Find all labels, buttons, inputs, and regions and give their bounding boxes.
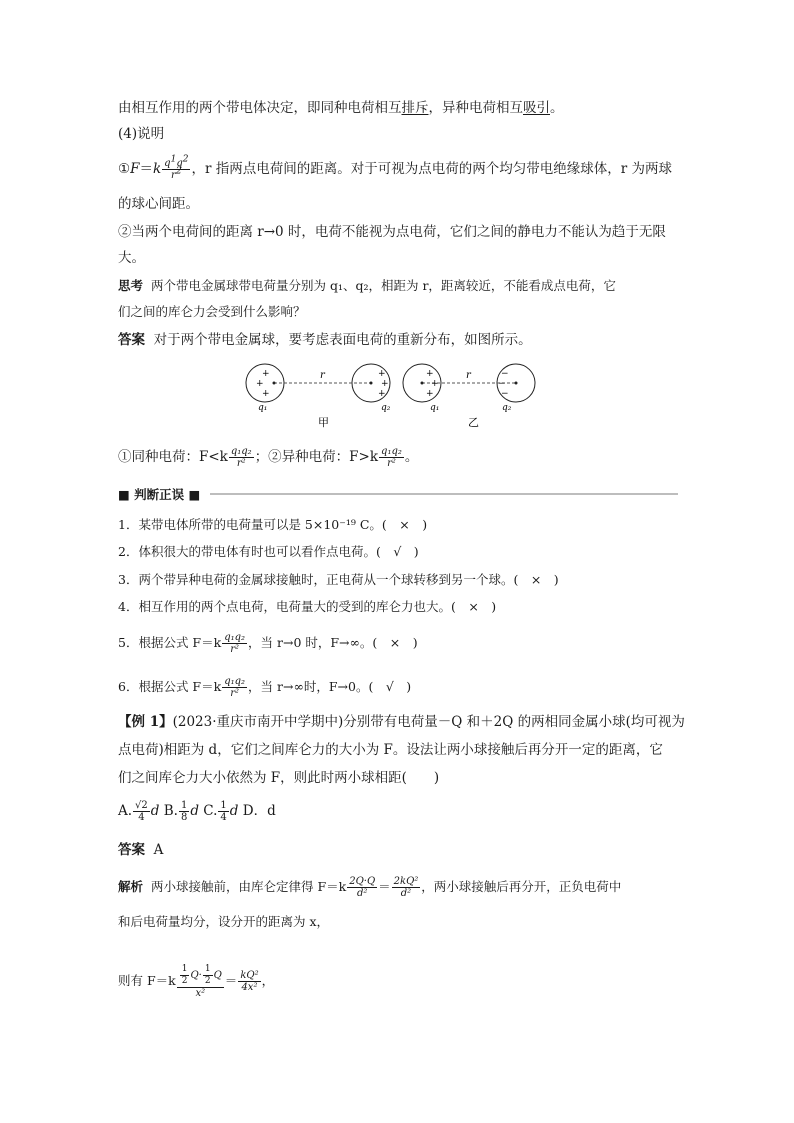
numerator: q₁q₂: [381, 446, 402, 457]
minus-sign: −: [501, 369, 509, 379]
option-d-label: D．d: [242, 803, 276, 819]
judge-item-6: [118, 676, 411, 699]
fraction: [229, 446, 254, 469]
analysis-line2: 和后电荷量均分，设分开的距离为 x，: [118, 914, 330, 929]
text: 两个带电金属球带电荷量分别为 q₁、q₂，相距为 r，距离较近，不能看成点电荷，它: [150, 278, 616, 293]
n: 1: [204, 964, 211, 974]
think-question-line2: 们之间的库仑力会受到什么影响？: [118, 304, 306, 319]
answer-label: 答案: [118, 332, 145, 348]
label-q1-left: q₁: [258, 403, 268, 413]
text: 对于两个带电金属球，要考虑表面电荷的重新分布，如图所示。: [153, 332, 532, 348]
r: r: [171, 170, 176, 181]
judge-item-5: [118, 632, 418, 655]
example-line2: 点电荷)相距为 d，它们之间库仑力的大小为 F。设法让两小球接触后再分开一定的距离，它: [118, 742, 663, 758]
comparison-line: [118, 446, 418, 469]
fraction: [222, 632, 247, 655]
item-text: ，当 r→∞时，F→0。( √ ): [248, 679, 412, 694]
caption-jia: 甲: [318, 416, 329, 429]
underlined-term-repel: 排斥: [401, 100, 429, 116]
denominator: 4: [220, 812, 227, 823]
denominator: r²: [236, 458, 246, 469]
center-dot: [515, 382, 518, 385]
numerator: 1: [180, 800, 188, 811]
sub: 2: [182, 154, 189, 165]
think-label: 思考: [118, 278, 144, 293]
fraction: [392, 876, 421, 899]
plus-sign: +: [431, 379, 439, 389]
denominator: 4: [138, 812, 145, 823]
heading-explanation: (4)说明: [118, 126, 165, 142]
fraction: [222, 676, 247, 699]
label-r-right: r: [466, 370, 471, 381]
symbol-k: k: [152, 161, 162, 177]
text: 由相互作用的两个带电体决定，即同种电荷相互: [118, 100, 402, 116]
label-q1-right: q₁: [430, 403, 440, 413]
d: 2: [204, 976, 211, 986]
numerator: 2kQ²: [393, 876, 419, 887]
item-number: 6．: [118, 679, 139, 694]
plus-sign: +: [381, 379, 389, 389]
equals: ＝: [139, 161, 153, 177]
option-b-fraction: [179, 800, 189, 823]
fraction: [347, 876, 377, 899]
text: ，异种电荷相互: [428, 100, 523, 116]
minus-sign: −: [501, 389, 509, 399]
item-number: 4．: [118, 599, 139, 614]
item-number: 5．: [118, 635, 139, 650]
item-number: 3．: [118, 572, 139, 587]
numerator: kQ²: [240, 970, 259, 981]
text: ，两小球接触后再分开，正负电荷中: [421, 879, 622, 894]
denominator: d²: [400, 888, 412, 899]
equals: ＝: [378, 879, 391, 894]
center-dot: [370, 382, 373, 385]
item-number: 1．: [118, 517, 139, 532]
example-label: 【例 1】: [118, 714, 173, 730]
paragraph-r-to-zero-end: 大。: [118, 250, 145, 266]
text: ，r 指两点电荷间的距离。对于可视为点电荷的两个均匀带电绝缘球体，r 为两球: [191, 161, 672, 177]
numerator: [177, 964, 224, 988]
item-text: 相互作用的两个点电荷，电荷量大的受到的库仑力也大。( × ): [138, 599, 497, 614]
item-text: 根据公式 F＝k: [138, 679, 222, 694]
text: ①同种电荷：F<k: [118, 449, 228, 465]
analysis-line3: [118, 964, 274, 999]
analysis-line1: [118, 876, 621, 899]
judge-item-2: [118, 542, 419, 562]
symbol-F: F: [130, 161, 140, 177]
option-a-label: A.: [118, 803, 133, 819]
half: [180, 964, 190, 987]
divider: [210, 493, 678, 495]
charged-spheres-figure: [240, 358, 550, 430]
numerator: q₁q₂: [224, 676, 246, 687]
sub: 1: [170, 154, 177, 165]
symbol-d: d: [229, 803, 239, 819]
underlined-term-attract: 吸引: [523, 100, 550, 116]
item-text: ，当 r→0 时，F→∞。( × ): [248, 635, 418, 650]
paragraph-charge-interaction: [118, 98, 564, 118]
item-text: 某带电体所带的电荷量可以是 5×10⁻¹⁹ C。( × ): [138, 517, 428, 532]
fraction-q1q2-r2: [162, 154, 190, 181]
think-question-line1: [118, 276, 616, 296]
option-b-label: B.: [163, 803, 178, 819]
example-line1: [118, 712, 685, 732]
formula-coulomb-line: [118, 154, 672, 181]
answer-options: [118, 800, 276, 823]
item-text: 两个带异种电荷的金属球接触时，正电荷从一个球转移到另一个球。( × ): [138, 572, 559, 587]
sup: 2: [175, 166, 182, 177]
plus-sign: +: [262, 389, 270, 399]
denominator: r²: [230, 688, 239, 699]
numerator: q₁q₂: [224, 632, 246, 643]
compound-fraction: [177, 964, 224, 999]
option-a-fraction: [133, 800, 150, 823]
center-dot: [421, 382, 424, 385]
caption-yi: 乙: [468, 416, 479, 429]
text: ；②异种电荷：F>k: [254, 449, 379, 465]
paragraph-r-to-zero: ②当两个电荷间的距离 r→0 时，电荷不能视为点电荷，它们之间的静电力不能认为趋于无限: [118, 224, 666, 240]
fraction: [379, 446, 404, 469]
plus-sign: +: [256, 379, 264, 389]
answer-line-2: [118, 840, 163, 860]
circled-number: ①: [118, 161, 131, 177]
judge-item-4: [118, 597, 496, 617]
q: Q·: [190, 970, 202, 981]
answer-value: A: [153, 842, 164, 858]
judge-item-1: [118, 515, 427, 535]
numerator: √2: [135, 800, 148, 811]
option-c-fraction: [218, 800, 228, 823]
fraction: [238, 970, 260, 993]
item-text: 体积很大的带电体有时也可以看作点电荷。( √ ): [138, 544, 419, 559]
section-header-judge: [118, 487, 678, 501]
symbol-d: d: [190, 803, 199, 819]
n: 1: [181, 964, 188, 974]
answer-label: 答案: [118, 842, 145, 858]
analysis-label: 解析: [118, 879, 144, 894]
denominator: r²: [387, 458, 396, 469]
numerator: 2Q·Q: [349, 876, 376, 887]
symbol-d: d: [150, 803, 160, 819]
paragraph-center-distance: 的球心间距。: [118, 196, 199, 212]
label-q2-right: q₂: [502, 403, 512, 413]
plus-sign: +: [378, 389, 386, 399]
item-number: 2．: [118, 544, 139, 559]
denominator: d²: [356, 888, 368, 899]
section-title: ■ 判断正误 ■: [118, 487, 201, 502]
option-c-label: C.: [203, 803, 218, 819]
denominator: 4x²: [241, 982, 258, 993]
text: 两小球接触前，由库仑定律得 F＝k: [150, 879, 347, 894]
minus-sign: −: [498, 379, 506, 389]
numerator: q₁q₂: [230, 446, 252, 457]
text: 。: [550, 100, 564, 116]
text: (2023·重庆市南开中学期中)分别带有电荷量－Q 和＋2Q 的两相同金属小球(均可视为: [172, 714, 685, 730]
item-text: 根据公式 F＝k: [138, 635, 222, 650]
label-q2-left: q₂: [381, 403, 391, 413]
text: ，: [261, 973, 275, 988]
answer-line: [118, 330, 532, 350]
q: Q: [213, 970, 222, 981]
center-dot: [273, 382, 276, 385]
plus-sign: +: [262, 369, 270, 379]
text: 则有 F＝k: [118, 973, 176, 988]
equals: ＝: [224, 973, 238, 988]
half: [203, 964, 213, 987]
plus-sign: +: [426, 369, 434, 379]
example-line3: 们之间库仑力大小依然为 F，则此时两小球相距( ): [118, 770, 440, 786]
d: 2: [181, 976, 188, 986]
denominator: 8: [180, 812, 188, 823]
judge-item-3: [118, 570, 559, 590]
denominator: x²: [195, 988, 206, 999]
plus-sign: +: [378, 369, 386, 379]
label-r-left: r: [320, 370, 325, 381]
q: q: [176, 158, 183, 169]
denominator: r²: [230, 644, 239, 655]
text: 。: [404, 449, 419, 465]
numerator: 1: [220, 800, 227, 811]
q: q: [164, 158, 171, 169]
plus-sign: +: [426, 389, 434, 399]
